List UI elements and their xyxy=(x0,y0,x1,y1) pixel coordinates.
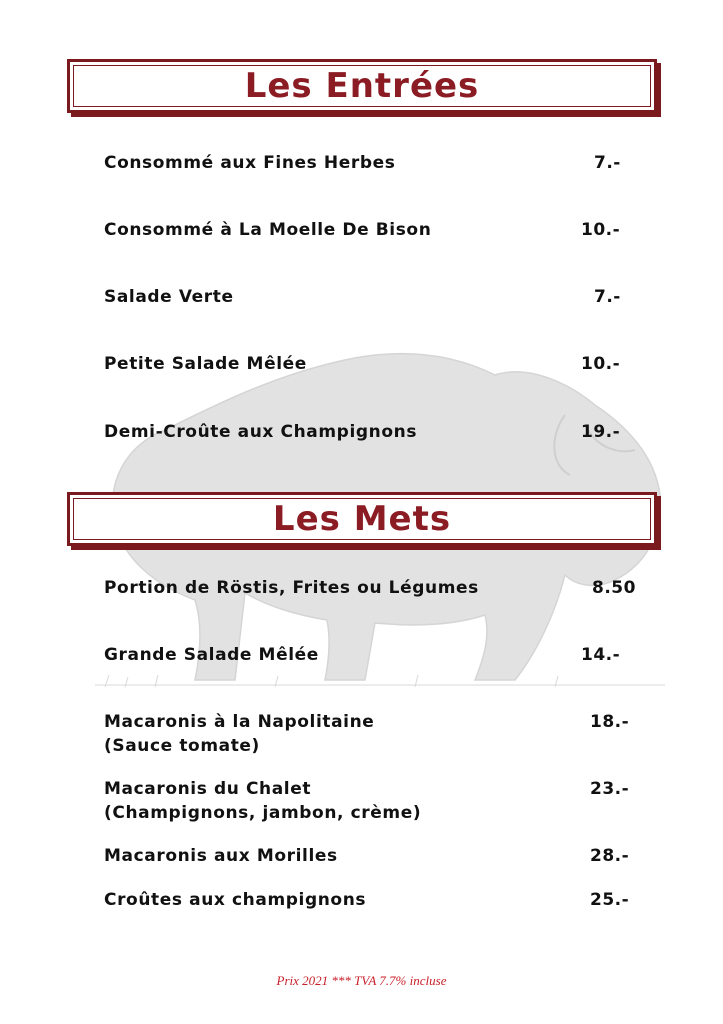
menu-item: Macaronis à la Napolitaine xyxy=(104,712,375,732)
menu-item: Consommé à La Moelle De Bison xyxy=(104,220,432,240)
menu-item-price: 8.50 xyxy=(592,578,636,598)
menu-item: Croûtes aux champignons xyxy=(104,890,367,910)
menu-item: Macaronis du Chalet xyxy=(104,779,312,799)
section-header-mets xyxy=(67,492,657,546)
menu-item: Consommé aux Fines Herbes xyxy=(104,153,396,173)
menu-item: Portion de Röstis, Frites ou Légumes xyxy=(104,578,479,598)
menu-item-note: (Sauce tomate) xyxy=(104,736,260,756)
menu-item-price: 7.- xyxy=(594,287,621,307)
menu-item-note: (Champignons, jambon, crème) xyxy=(104,803,422,823)
menu-item: Grande Salade Mêlée xyxy=(104,645,319,665)
menu-item-price: 7.- xyxy=(594,153,621,173)
menu-item-price: 14.- xyxy=(581,645,621,665)
menu-item: Salade Verte xyxy=(104,287,234,307)
menu-item: Demi-Croûte aux Champignons xyxy=(104,422,418,442)
menu-item-price: 25.- xyxy=(590,890,630,910)
footer-note: Prix 2021 *** TVA 7.7% incluse xyxy=(276,973,447,988)
menu-item-price: 18.- xyxy=(590,712,630,732)
menu-item-price: 19.- xyxy=(581,422,621,442)
menu-item-price: 10.- xyxy=(581,354,621,374)
menu-item-price: 23.- xyxy=(590,779,630,799)
section-header-entrees xyxy=(67,59,657,113)
menu-item: Petite Salade Mêlée xyxy=(104,354,307,374)
menu-item-price: 10.- xyxy=(581,220,621,240)
menu-item-price: 28.- xyxy=(590,846,630,866)
section-title-entrees: Les Entrées xyxy=(244,66,480,106)
section-title-mets: Les Mets xyxy=(272,499,452,539)
menu-item: Macaronis aux Morilles xyxy=(104,846,338,866)
